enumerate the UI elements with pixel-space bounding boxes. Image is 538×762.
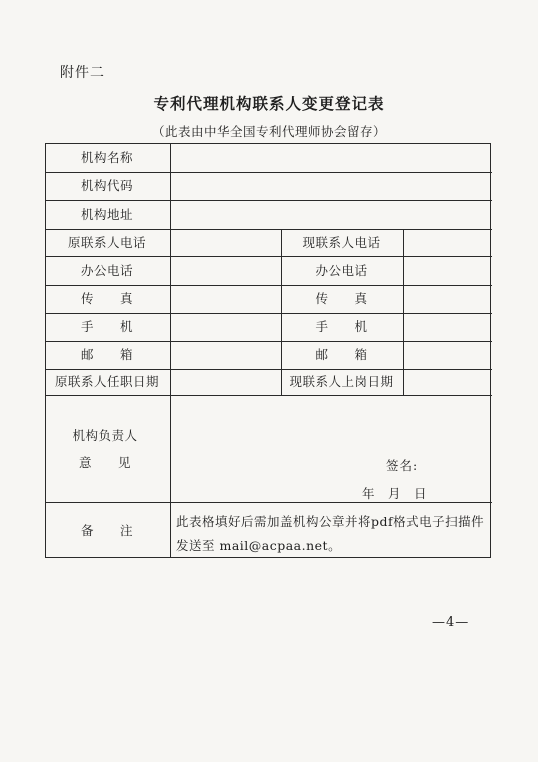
new-mobile-field[interactable]	[403, 313, 490, 340]
form-title: 专利代理机构联系人变更登记表	[153, 94, 385, 113]
orig-start-date-field[interactable]	[170, 369, 280, 394]
orig-contact-phone-field[interactable]	[170, 229, 280, 256]
org-address-label: 机构地址	[80, 206, 133, 222]
new-office-phone-field[interactable]	[403, 257, 490, 284]
orig-start-date-label: 原联系人任职日期	[54, 374, 159, 389]
orig-fax-label: 传 真	[80, 291, 133, 306]
orig-mobile-label: 手 机	[80, 319, 133, 334]
head-opinion-label-line1: 机构负责人	[72, 428, 138, 443]
new-email-field[interactable]	[403, 341, 490, 368]
form-subtitle: （此表由中华全国专利代理师协会留存）	[151, 124, 386, 139]
org-name-field[interactable]	[170, 144, 490, 171]
new-contact-phone-label: 现联系人电话	[302, 235, 381, 250]
org-name-label: 机构名称	[80, 150, 133, 165]
new-email-label: 邮 箱	[315, 347, 368, 362]
signature-label: 签名:	[386, 458, 419, 473]
new-start-date-field[interactable]	[403, 369, 490, 394]
orig-email-field[interactable]	[170, 341, 280, 368]
head-opinion-label-line2: 意 见	[78, 455, 131, 470]
page-number: —4—	[432, 615, 470, 630]
new-office-phone-label: 办公电话	[315, 263, 368, 278]
new-fax-field[interactable]	[403, 285, 490, 312]
date-label: 年 月 日	[362, 486, 428, 501]
org-address-field[interactable]	[170, 200, 490, 228]
attachment-label: 附件二	[60, 65, 105, 81]
orig-mobile-field[interactable]	[170, 313, 280, 340]
head-opinion-field[interactable]	[170, 395, 490, 501]
head-opinion-label	[60, 422, 150, 476]
new-start-date-label: 现联系人上岗日期	[289, 374, 394, 389]
new-mobile-label: 手 机	[315, 319, 368, 334]
remarks-text: 此表格填好后需加盖机构公章并将pdf格式电子扫描件发送至 mail@acpaa.net。	[176, 514, 485, 553]
remarks-label: 备 注	[80, 522, 133, 538]
org-code-label: 机构代码	[80, 178, 133, 193]
new-contact-phone-field[interactable]	[403, 229, 490, 256]
orig-office-phone-label: 办公电话	[80, 263, 133, 278]
org-code-field[interactable]	[170, 172, 490, 199]
orig-contact-phone-label: 原联系人电话	[67, 235, 146, 250]
orig-fax-field[interactable]	[170, 285, 280, 312]
orig-office-phone-field[interactable]	[170, 257, 280, 284]
orig-email-label: 邮 箱	[80, 347, 133, 362]
new-fax-label: 传 真	[315, 291, 368, 306]
